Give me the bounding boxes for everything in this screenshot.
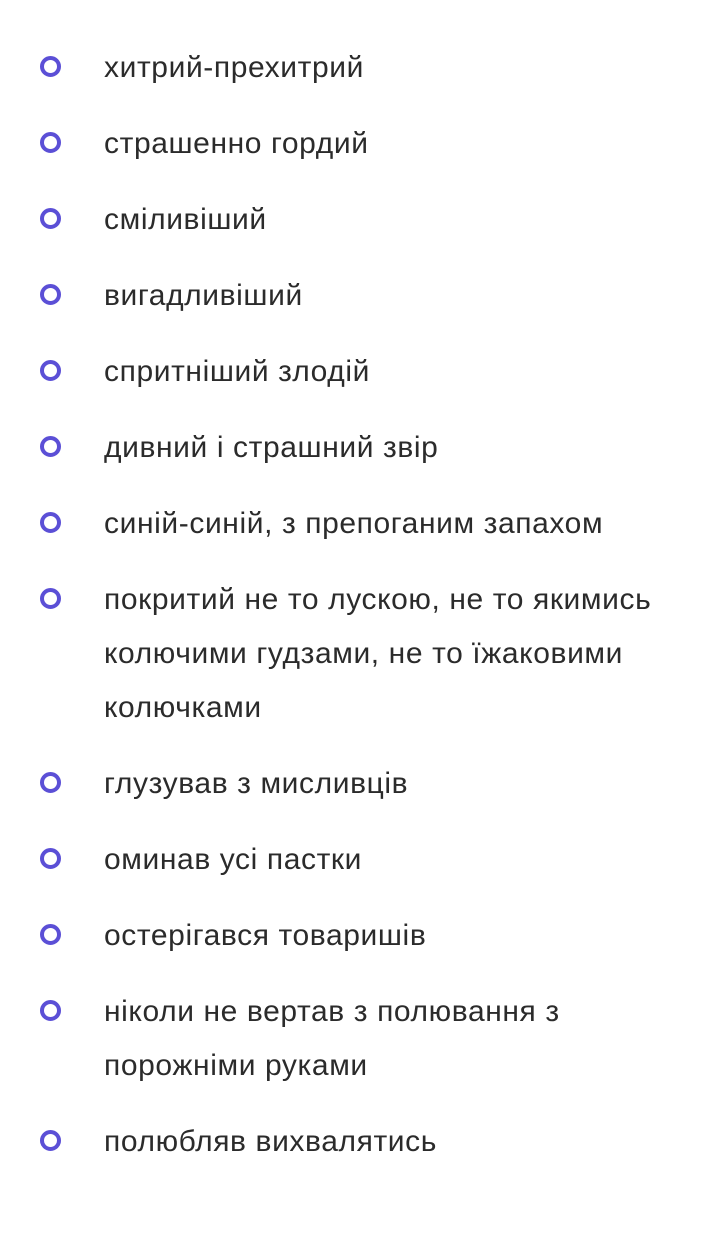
list-item [0, 833, 690, 887]
list-item-text: дивний і страшний звір [104, 431, 439, 464]
list-item-text: остерігався товаришів [104, 919, 427, 952]
list-item [0, 1115, 690, 1169]
list-item [0, 909, 690, 963]
list-item-text: покритий не то лускою, не то якимись колючими гудзами, не то їжаковими колючками [104, 583, 652, 724]
list-item [0, 345, 690, 399]
bullet-icon [40, 56, 61, 77]
list-item-text: глузував з мисливців [104, 767, 409, 800]
list-item [0, 421, 690, 475]
list-item [0, 41, 690, 95]
list-item [0, 117, 690, 171]
bullet-icon [40, 360, 61, 381]
list-item-text: синій-синій, з препоганим запахом [104, 507, 604, 540]
list-item [0, 193, 690, 247]
bullet-icon [40, 132, 61, 153]
list-item [0, 573, 690, 735]
bullet-icon [40, 512, 61, 533]
bullet-icon [40, 1130, 61, 1151]
list-item-text: спритніший злодій [104, 355, 370, 388]
list-item-text: сміливіший [104, 203, 267, 236]
bullet-icon [40, 848, 61, 869]
list-item [0, 269, 690, 323]
list-item-text: оминав усі пастки [104, 843, 363, 876]
list-item [0, 497, 690, 551]
list-item-text: вигадливіший [104, 279, 303, 312]
list-item [0, 757, 690, 811]
bullet-icon [40, 1000, 61, 1021]
bullet-icon [40, 924, 61, 945]
bullet-icon [40, 436, 61, 457]
list-item-text: страшенно гордий [104, 127, 369, 160]
bullet-icon [40, 208, 61, 229]
list-item [0, 985, 690, 1093]
list-item-text: ніколи не вертав з полювання з порожніми руками [104, 995, 560, 1082]
list-item-text: хитрий-прехитрий [104, 51, 364, 84]
list-item-text: полюбляв вихвалятись [104, 1125, 437, 1158]
bullet-icon [40, 588, 61, 609]
bullet-icon [40, 772, 61, 793]
bullet-icon [40, 284, 61, 305]
